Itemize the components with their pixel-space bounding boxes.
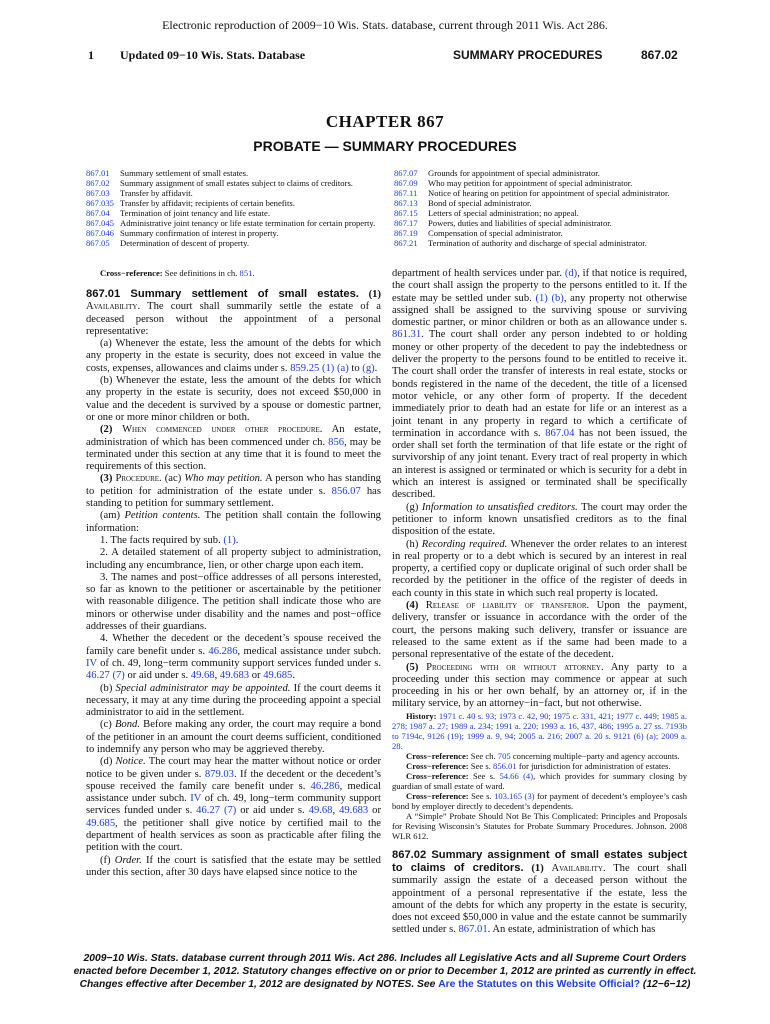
toc-text: Powers, duties and liabilities of special administrator. — [428, 218, 612, 228]
toc-row — [394, 228, 694, 238]
toc-link[interactable]: 867.046 — [86, 228, 114, 238]
link[interactable]: 46.286 — [208, 645, 238, 657]
running-section: 867.02 — [641, 48, 678, 62]
toc-row — [394, 218, 694, 228]
toc-text: Termination of joint tenancy and life estate. — [120, 208, 270, 218]
chapter-title: CHAPTER 867 — [325, 112, 445, 131]
toc-row — [86, 188, 386, 198]
link[interactable]: 705 — [497, 750, 511, 761]
link[interactable]: 867.01 — [458, 924, 488, 936]
toc-row — [394, 238, 694, 248]
reproduction-notice: Electronic reproduction of 2009−10 Wis. Stats. database, current through 2011 Wis. Act 286. — [162, 18, 608, 32]
link[interactable]: 46.27 (7) — [86, 670, 125, 682]
toc-text: Summary assignment of small estates subject to claims of creditors. — [120, 178, 353, 188]
link[interactable]: (g) — [362, 362, 375, 374]
toc-link[interactable]: 867.09 — [394, 178, 418, 188]
toc-row — [394, 198, 694, 208]
toc-text: Notice of hearing on petition for appointment of special administrator. — [428, 188, 670, 198]
running-title: SUMMARY PROCEDURES — [453, 48, 603, 62]
link[interactable]: 49.685 — [86, 817, 116, 829]
link[interactable]: 103.165 (3) — [494, 790, 535, 801]
link[interactable]: IV — [190, 793, 202, 805]
link[interactable]: 49.68 — [308, 805, 333, 817]
link[interactable]: 856.07 — [331, 485, 361, 497]
para-3b: (b) Special administrator may be appointed. If the court deems it necessary, it may at any time during the proceeding appoint a special administrator to aid in the settlement. — [86, 682, 382, 719]
official-statutes-link[interactable]: Are the Statutes on this Website Official? — [438, 979, 641, 990]
toc-row — [86, 178, 386, 188]
toc-link[interactable]: 867.13 — [394, 198, 418, 208]
history-links[interactable]: 1971 c. 40 s. 93; 1973 c. 42, 90; 1975 c. 331, 421; 1977 c. 449; 1985 a. 278; 1987 a. 27; 1989 a. 234; 1991 a. 220; 1993 a. 16, 437, 486; 1995 a. 27 ss. 7193b to 7194c, 9126 (19); 1999 a. 9, 94; 2005 a. 216; 2007 a. 20 s. 9121 (6) (a); 2009 a. 28. — [392, 710, 687, 751]
toc-link[interactable]: 867.07 — [394, 168, 418, 178]
toc-row — [394, 168, 694, 178]
link[interactable]: 46.27 (7) — [196, 805, 237, 817]
toc-text: Bond of special administrator. — [428, 198, 532, 208]
footer-line: 2009−10 Wis. Stats. database current through 2011 Wis. Act 286. Includes all Legislative Acts and all Supreme Court Orders — [83, 953, 687, 964]
section-heading: 867.01 Summary settlement of small estates. — [86, 288, 359, 300]
toc-link[interactable]: 867.03 — [86, 188, 110, 198]
para-1a: (a) Whenever the estate, less the amount of the debts for which any property in the estate is security, does not exceed in value the costs, expenses, allowances and claims under s. 859.25 (1) (a) to (g). — [86, 338, 381, 374]
para-3g: (g) Information to unsatisfied creditors. The court may order the petitioner to inform known unsatisfied creditors as to the final disposition of the estate. — [392, 501, 687, 538]
section-867-02: 867.02 Summary assignment of small estates subject to claims of creditors. (1) Availability. The court shall summarily assign the estate of a deceased person without the appointment of a personal representative if the estate, less the amount of the debts for which any property in the estate is security, does not exceed $50,000 in value and the estate cannot be summarily settled under s. 867.01. An estate, administration of which has — [392, 848, 687, 936]
toc-text: Determination of descent of property. — [120, 238, 250, 248]
para-3d: (d) Notice. The court may hear the matter without notice or order notice to be given under s. 879.03. If the decedent or the decedent’s spouse received the family care benefit under s. 46.286, medical assistance under subch. IV of ch. 49, long−term community support services funded under s. 46.27 (7) or aid under s. 49.68, 49.683 or 49.685, the petitioner shall give notice by certified mail to the department of health services as soon as practicable after filing the petition with the court. — [86, 756, 382, 854]
toc-row — [86, 168, 386, 178]
toc-row — [394, 208, 694, 218]
article-note: A “Simple” Probate Should Not Be This Complicated: Principles and Proposals for Revising Wisconsin’s Statutes for Probate Summary Procedures. Johnson. 2008 WLR 612. — [392, 810, 687, 841]
toc-link[interactable]: 867.04 — [86, 208, 110, 218]
left-column — [86, 268, 381, 879]
toc-row — [86, 228, 386, 238]
para-3h: (h) Recording required. Whenever the order relates to an interest in real property or to a debt which is secured by an interest in real property, a certified copy or duplicate original of such order shall be recorded by the petitioner in the office of the register of deeds in each county in this state in which such real property is located. — [392, 538, 688, 599]
footer-line: enacted before December 1, 2012. Statutory changes effective on or prior to December 1, 2012 are printed as currently in effect. — [73, 966, 697, 977]
toc-text: Administrative joint tenancy or life estate termination for certain property. — [120, 218, 376, 228]
para-2: (2) When commenced under other procedure. An estate, administration of which has been commenced under ch. 856, may be terminated under this section at any time that it is found to meet the requirements of this section. — [86, 424, 381, 473]
toc-link[interactable]: 867.15 — [394, 208, 418, 218]
toc-text: Transfer by affidavit. — [120, 188, 193, 198]
database-label: Updated 09−10 Wis. Stats. Database — [120, 48, 306, 62]
toc-text: Who may petition for appointment of special administrator. — [428, 178, 633, 188]
link[interactable]: (1) (b) — [535, 292, 564, 304]
link[interactable]: 859.25 (1) (a) — [290, 362, 349, 374]
link-ch-851[interactable]: 851 — [239, 268, 253, 278]
para-5: (5) Proceeding with or without attorney. Any party to a proceeding under this section may commence or appear at such proceeding in his or her own behalf, by an attorney or, if in the military service, by an attorney−in−fact, but not otherwise. — [392, 661, 687, 710]
link[interactable]: (1) — [223, 534, 236, 546]
cross-reference: Cross−reference: See ch. 705 concerning multiple−party and agency accounts. — [406, 750, 680, 761]
link[interactable]: 54.66 (4) — [499, 770, 534, 781]
toc-text: Transfer by affidavit; recipients of certain benefits. — [120, 198, 295, 208]
footer-line: Changes effective after December 1, 2012 are designated by NOTES. See Are the Statutes on this Website Official? (12−6−12) — [79, 979, 691, 990]
para-3f: (f) Order. If the court is satisfied that the estate may be settled under this section, after 30 days have elapsed since notice to the — [86, 854, 381, 878]
right-column — [392, 268, 687, 937]
toc-row — [394, 178, 694, 188]
footer-notice — [0, 952, 770, 991]
para-3f-cont: department of health services under par. (d), if that notice is required, the court shall assign the property to the persons entitled to it. If the estate may be settled under sub. (1) (b), any property not otherwise assigned shall be assigned to the surviving spouse or surviving domestic partner, or minor children or both as an allowance under s. 861.31. The court shall order any person indebted to or holding money or other property of the decedent to pay the indebtedness or deliver the property to the persons found to be entitled to receive it. The court shall order the transfer of interests in real estate, stocks or bonds registered in the name of the decedent, the title of a licensed motor vehicle, or any other form of property. If the decedent immediately prior to death had an estate for life or an interest as a joint tenant in any property in regard to which a certificate of termination in accordance with s. 867.04 has not been issued, the order shall set forth the termination of that life estate or the right of survivorship of any joint tenant. Every tract of real property in which an interest is assigned or terminated or which is security for a debt in which an interest is assigned or terminated shall be specifically described. — [392, 268, 688, 501]
toc-text: Summary confirmation of interest in property. — [120, 228, 279, 238]
toc-row — [86, 198, 386, 208]
cross-reference: Cross−reference: See s. 856.01 for jurisdiction for administration of estates. — [406, 760, 671, 771]
toc-row — [86, 208, 386, 218]
toc-row — [86, 238, 386, 248]
toc-text: Summary settlement of small estates. — [120, 168, 249, 178]
section-heading: 867.02 Summary assignment of small estates subject to claims of creditors. — [392, 848, 687, 874]
history-note: History: 1971 c. 40 s. 93; 1973 c. 42, 90; 1975 c. 331, 421; 1977 c. 449; 1985 a. 278; 1987 a. 27; 1989 a. 234; 1991 a. 220; 1993 a. 16, 437, 486; 1995 a. 27 ss. 7193b to 7194c, 9126 (19); 1999 a. 9, 94; 2005 a. 216; 2007 a. 20 s. 9121 (6) (a); 2009 a. 28. — [392, 710, 687, 751]
para-4: (4) Release of liability of transferor. Upon the payment, delivery, transfer or issuance in accordance with the order of the court, the persons making such delivery, transfer or issuance are released to the same extent as if the same had been made to a personal representative of the estate of the decedent. — [392, 600, 687, 661]
cross-reference: Cross−reference: See s. 103.165 (3) for payment of decedent’s employee’s cash bond by employer directly to decedent’s dependents. — [392, 790, 687, 811]
cross-reference: Cross−reference: See definitions in ch. 851. — [100, 268, 255, 278]
para-1b: (b) Whenever the estate, less the amount of the debts for which any property in the estate is security, does not exceed $50,000 in value and the decedent is survived by a spouse or domestic partner, or one or more minor children or both. — [86, 375, 381, 423]
toc-text: Compensation of special administrator. — [428, 228, 563, 238]
toc-row — [394, 188, 694, 198]
link[interactable]: IV — [86, 657, 97, 669]
toc-link[interactable]: 867.02 — [86, 178, 110, 188]
toc-link[interactable]: 867.21 — [394, 238, 418, 248]
section-867-01: 867.01 Summary settlement of small estates. (1) Availability. The court shall summarily settle the estate of a deceased person without the appointment of a personal representative: — [86, 288, 381, 337]
toc-text: Grounds for appointment of special administrator. — [428, 168, 600, 178]
toc-text: Letters of special administration; no appeal. — [428, 208, 579, 218]
item-4: 4. Whether the decedent or the decedent’s spouse received the family care benefit under s. 46.286, medical assistance under subch. IV of ch. 49, long−term community support services funded under s. 46.27 (7) or aid under s. 49.68, 49.683 or 49.685. — [86, 633, 381, 682]
link[interactable]: 49.68 — [190, 670, 215, 682]
toc-link[interactable]: 867.045 — [86, 218, 114, 228]
link[interactable]: 46.286 — [310, 780, 340, 792]
link[interactable]: 49.685 — [263, 670, 293, 682]
link[interactable]: 49.683 — [219, 670, 250, 682]
cross-reference: Cross−reference: See s. 54.66 (4), which provides for summary closing by guardian of small estate of ward. — [392, 770, 687, 791]
toc-link[interactable]: 867.17 — [394, 218, 418, 228]
chapter-subtitle: PROBATE — SUMMARY PROCEDURES — [253, 138, 517, 154]
link[interactable]: 879.03 — [204, 768, 234, 780]
link[interactable]: 856 — [328, 436, 345, 448]
toc-link[interactable]: 867.05 — [86, 238, 110, 248]
toc-link[interactable]: 867.11 — [394, 188, 418, 198]
item-3: 3. The names and post−office addresses of all persons interested, so far as known to the petitioner or ascertainable by the petitioner with reasonable diligence. The petition shall indicate those who are minors or otherwise under disability and the names and post−office addresses of their guardians. — [86, 571, 381, 633]
item-1: 1. The facts required by sub. (1). — [100, 534, 239, 546]
toc-link[interactable]: 867.035 — [86, 198, 114, 208]
toc-text: Termination of authority and discharge of special administrator. — [428, 238, 647, 248]
toc-link[interactable]: 867.19 — [394, 228, 418, 238]
toc-link[interactable]: 867.01 — [86, 168, 110, 178]
toc-left — [86, 168, 386, 248]
link[interactable]: 49.683 — [339, 805, 369, 817]
item-2: 2. A detailed statement of all property subject to administration, including any encumbrance, lien, or other charge upon each item. — [86, 547, 381, 571]
link[interactable]: 867.04 — [545, 427, 575, 439]
link[interactable]: 861.31 — [392, 329, 422, 341]
para-3am: (am) Petition contents. The petition shall contain the following information: — [86, 510, 381, 534]
para-3: (3) Procedure. (ac) Who may petition. A person who has standing to petition for administration of the estate under s. 856.07 has standing to petition for summary settlement. — [86, 473, 381, 510]
link[interactable]: 856.01 — [493, 760, 517, 771]
page-number: 1 — [88, 48, 94, 62]
toc-right — [394, 168, 694, 248]
link[interactable]: (d) — [564, 268, 578, 279]
toc-row — [86, 218, 386, 228]
para-3c: (c) Bond. Before making any order, the court may require a bond of the petitioner in an amount the court deems sufficient, conditioned to indemnify any person who may be aggrieved thereby. — [86, 719, 382, 755]
